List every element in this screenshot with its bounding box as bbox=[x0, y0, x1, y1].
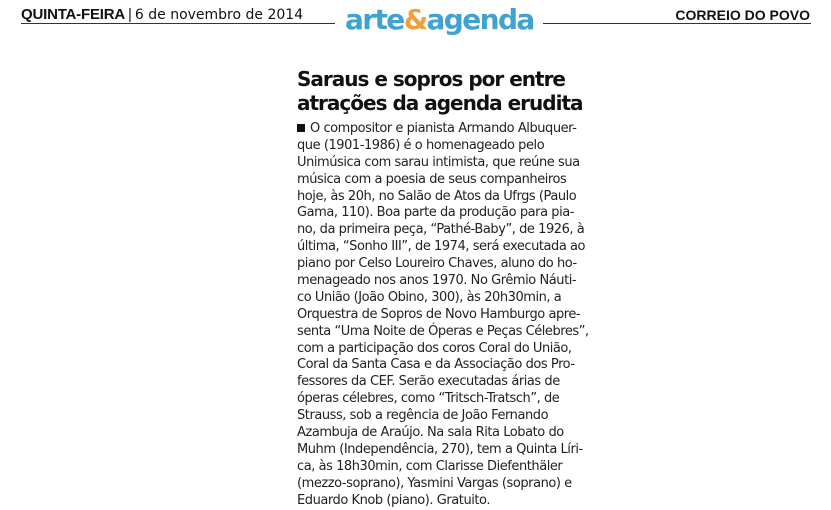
article-body-text: fessores da CEF. Serão executadas árias de bbox=[297, 374, 560, 390]
article-headline bbox=[297, 67, 583, 115]
article-body-line bbox=[297, 138, 559, 155]
article-body-line bbox=[297, 188, 577, 206]
article-body-line bbox=[297, 323, 589, 341]
page-header-date bbox=[21, 6, 303, 24]
article-body-text: no, da primeira peça, “Pathé-Baby”, de 1926, à bbox=[297, 222, 585, 238]
article-body-line bbox=[297, 171, 567, 189]
header-rule-left bbox=[21, 23, 335, 24]
article-body-text: Unimúsica com sarau intimista, que reúne sua bbox=[297, 154, 580, 170]
article-body-text: que (1901-1986) é o homenageado pelo bbox=[297, 137, 545, 153]
article-body-line bbox=[297, 374, 559, 391]
article-body-text: Coral da Santa Casa e da Associação dos Pro- bbox=[297, 357, 575, 373]
section-title bbox=[345, 0, 534, 40]
article-body-text: Azambuja de Araújo. Na sala Rita Lobato do bbox=[297, 425, 564, 441]
article-body-text: óperas célebres, como “Tritsch-Tratsch”, de bbox=[297, 391, 560, 407]
article-body-text: (mezzo-soprano), Yasmini Vargas (soprano) e bbox=[297, 475, 572, 491]
square-bullet-icon bbox=[297, 124, 305, 132]
article-body-line bbox=[297, 256, 577, 273]
article-body-text: última, “Sonho III”, de 1974, será executada ao bbox=[297, 239, 586, 255]
headline-line: atrações da agenda erudita bbox=[297, 91, 583, 115]
article-body-text: música com a poesia de seus companheiros bbox=[297, 171, 567, 187]
article-body-line bbox=[297, 458, 563, 476]
article-body-line bbox=[297, 205, 574, 222]
section-title-part1: arte bbox=[345, 3, 404, 36]
article-body-text: hoje, às 20h, no Salão de Atos da Ufrgs (Paulo bbox=[297, 188, 577, 204]
article-body-text: Gama, 110). Boa parte da produção para pia- bbox=[297, 205, 574, 221]
article-body-text: piano por Celso Loureiro Chaves, aluno do ho- bbox=[297, 256, 577, 272]
article-body-line bbox=[297, 441, 583, 459]
weekday: QUINTA-FEIRA bbox=[21, 6, 125, 23]
newspaper-name: CORREIO DO POVO bbox=[675, 7, 810, 23]
article-body-line bbox=[297, 154, 580, 172]
article-body-line bbox=[297, 475, 572, 493]
article-body-line bbox=[297, 289, 562, 307]
publication-date: 6 de novembro de 2014 bbox=[134, 7, 304, 23]
headline-line: Saraus e sopros por entre bbox=[297, 67, 565, 91]
article-body-text: Muhm (Independência, 270), tem a Quinta Líri- bbox=[297, 441, 583, 457]
article-body-line bbox=[297, 306, 581, 324]
article-body-line bbox=[297, 239, 586, 256]
article-body-text: com a participação dos coros Coral do União, bbox=[297, 340, 572, 356]
article bbox=[297, 67, 589, 509]
article-body-text: menageado nos anos 1970. No Grêmio Náuti- bbox=[297, 273, 577, 289]
section-title-ampersand: & bbox=[403, 3, 427, 36]
article-body-line bbox=[297, 425, 564, 442]
article-body-line bbox=[297, 408, 559, 425]
article-body-text: Strauss, sob a regência de João Fernando bbox=[297, 408, 549, 424]
article-body-text: O compositor e pianista Armando Albuquer- bbox=[310, 121, 577, 136]
article-body-text: senta “Uma Noite de Óperas e Peças Célebres”, bbox=[297, 323, 589, 339]
article-body-line bbox=[297, 357, 575, 374]
article-body-line bbox=[297, 222, 585, 239]
section-title-part2: agenda bbox=[426, 3, 534, 36]
article-body-text: Eduardo Knob (piano). Gratuito. bbox=[297, 492, 490, 508]
article-body-line bbox=[297, 273, 577, 290]
article-body-text: ca, às 18h30min, com Clarisse Diefenthäler bbox=[297, 458, 563, 474]
article-body-line bbox=[297, 121, 577, 138]
header-separator: | bbox=[127, 6, 132, 23]
article-body bbox=[297, 121, 589, 509]
article-body-line bbox=[297, 391, 559, 408]
article-body-text: Orquestra de Sopros de Novo Hamburgo apre- bbox=[297, 306, 581, 322]
article-body-text: co União (João Obino, 300), às 20h30min, a bbox=[297, 289, 562, 305]
article-body-line bbox=[297, 493, 559, 510]
article-body-line bbox=[297, 340, 572, 358]
